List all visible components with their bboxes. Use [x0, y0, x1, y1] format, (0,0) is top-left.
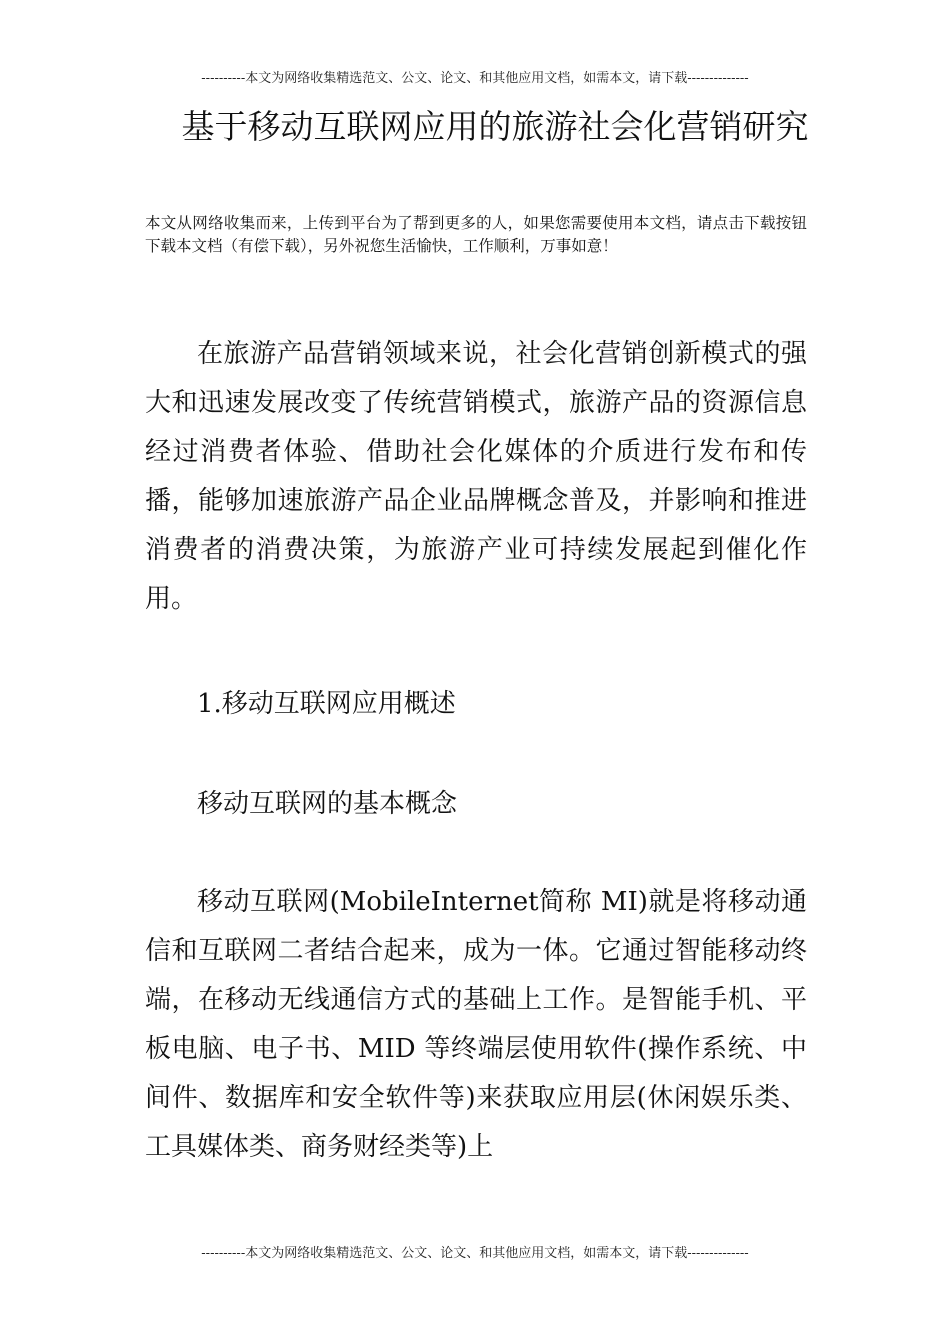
- subsection-heading: 移动互联网的基本概念: [197, 789, 458, 819]
- body-paragraph-intro: 在旅游产品营销领域来说，社会化营销创新模式的强大和迅速发展改变了传统营销模式，旅游产品的资源信息经过消费者体验、借助社会化媒体的介质进行发布和传播，能够加速旅游产品企业品牌概念普及，并影响和推进消费者的消费决策，为旅游产业可持续发展起到催化作用。: [145, 339, 807, 614]
- header-banner: ----------本文为网络收集精选范文、公文、论文、和其他应用文档，如需本文，请下载--------------: [201, 71, 749, 86]
- section-heading: 1.移动互联网应用概述: [197, 689, 456, 719]
- body-paragraph-definition: 移动互联网(MobileInternet简称 MI)就是将移动通信和互联网二者结合起来，成为一体。它通过智能移动终端，在移动无线通信方式的基础上工作。是智能手机、平板电脑、电子书、MID 等终端层使用软件(操作系统、中间件、数据库和安全软件等)来获取应用层(休闲娱乐类、工具媒体类、商务财经类等)上: [145, 887, 807, 1162]
- footer-banner: ----------本文为网络收集精选范文、公文、论文、和其他应用文档，如需本文，请下载--------------: [201, 1246, 749, 1261]
- download-notice: 本文从网络收集而来，上传到平台为了帮到更多的人，如果您需要使用本文档，请点击下载按钮下载本文档（有偿下载），另外祝您生活愉快，工作顺利，万事如意！: [145, 214, 807, 255]
- document-title: 基于移动互联网应用的旅游社会化营销研究: [181, 107, 809, 146]
